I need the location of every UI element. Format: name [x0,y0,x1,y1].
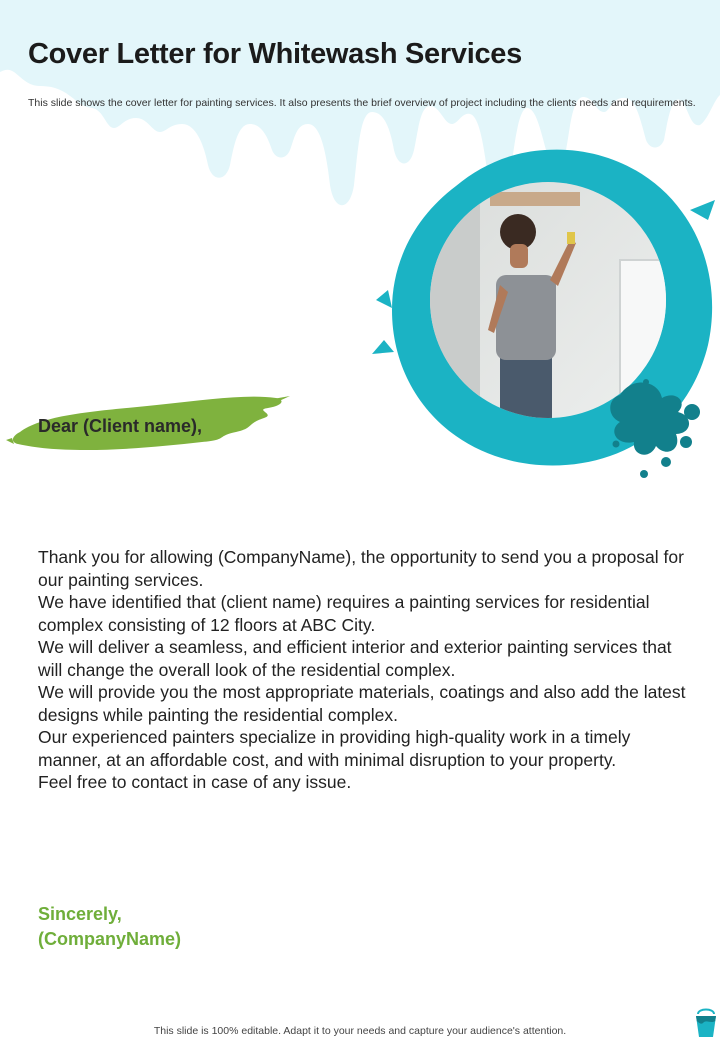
letter-paragraph: Feel free to contact in case of any issue. [38,772,352,792]
signoff [38,902,181,952]
letter-body [38,546,688,794]
greeting: Dear (Client name), [38,416,203,436]
letter-paragraph: We will provide you the most appropriate materials, coatings and also add the latest designs while painting the residential complex. [38,682,686,725]
letter-paragraph: We will deliver a seamless, and efficient interior and exterior painting services that will change the overall look of the residential complex. [38,637,672,680]
painter-photo-illustration [370,140,720,490]
page-title: Cover Letter for Whitewash Services [28,38,522,70]
footer-note: This slide is 100% editable. Adapt it to your needs and capture your audience's attention. [153,1025,567,1037]
closing-text: Sincerely, [38,904,122,924]
painter-photo-frame [370,140,720,490]
letter-paragraph: We have identified that (client name) requires a painting services for residential complex consisting of 12 floors at ABC City. [38,592,650,635]
page-subtitle: This slide shows the cover letter for painting services. It also presents the brief overview of project including the clients needs and requirements. [28,97,696,109]
signature-text: (CompanyName) [38,929,182,949]
letter-paragraph: Our experienced painters specialize in providing high-quality work in a timely manner, at an affordable cost, and with minimal disruption to your property. [38,727,631,770]
paint-bucket-icon [694,1008,718,1038]
letter-paragraph: Thank you for allowing (CompanyName), the opportunity to send you a proposal for our painting services. [38,547,684,590]
